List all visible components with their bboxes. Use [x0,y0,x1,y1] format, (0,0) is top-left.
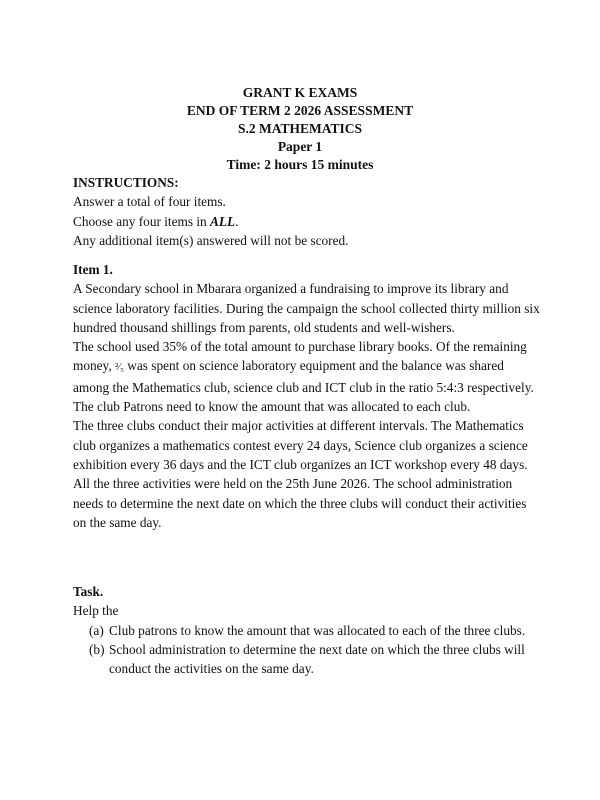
instruction-emphasis: ALL [210,213,236,229]
task-item-a-text: Club patrons to know the amount that was allocated to each of the three clubs. [109,622,526,638]
task-item-b-label: (b) [89,641,105,657]
subject-title: S.2 MATHEMATICS [237,121,362,136]
paper-number: Paper 1 [277,139,323,154]
exam-board-title: GRANT K EXAMS [242,85,358,100]
task-item-a [73,621,543,640]
instruction-line-1: Answer a total of four items. [73,194,226,210]
item-1-paragraph-3: The three clubs conduct their major activities at different intervals. The Mathematics club organizes a mathematics contest every 24 days, Science club organizes a science exhibition every 36 days and the ICT club organizes an ICT workshop every 48 days. [73,418,528,472]
instructions-heading: INSTRUCTIONS: [73,175,179,190]
task-item-b [73,640,543,679]
item-1-paragraph-2-end: was spent on science laboratory equipment and the balance was shared among the Mathematics club, science club and ICT club in the ratio 5:4:3 respectively. The club Patrons need to know the amount that was allocated to each club. [73,358,534,415]
item-1-paragraph-2-start: The school used 35% of the total amount to purchase library books. Of the remaining money, [73,339,527,374]
task-section [73,582,543,678]
instruction-line-3: Any additional item(s) answered will not be scored. [73,232,349,248]
item-1-paragraph-2 [73,337,543,416]
item-1-section [73,260,543,532]
task-item-b-text: School administration to determine the next date on which the three clubs will conduct the activities on the same day. [109,641,525,677]
assessment-title: END OF TERM 2 2026 ASSESSMENT [186,103,414,118]
instruction-line-2 [73,212,543,231]
item-1-paragraph-4: All the three activities were held on the 25th June 2026. The school administration needs to determine the next date on which the three clubs will conduct their activities on the same day. [73,476,527,530]
task-intro: Help the [73,603,119,619]
exam-header [0,84,600,174]
task-item-a-label: (a) [89,622,104,638]
time-allowed: Time: 2 hours 15 minutes [226,157,374,172]
task-heading: Task. [73,584,104,599]
fraction-two-fifths: ²⁄₅ [114,361,124,374]
item-1-heading: Item 1. [73,262,113,277]
item-1-paragraph-1: A Secondary school in Mbarara organized a fundraising to improve its library and science laboratory facilities. During the campaign the school collected thirty million six hundred thousand shillings from parents, old students and well-wishers. [73,281,540,335]
task-list [73,621,543,679]
instruction-line-2-text: Choose any four items in [73,213,211,229]
instructions-section [73,173,543,250]
instruction-line-2-end: . [235,213,239,229]
